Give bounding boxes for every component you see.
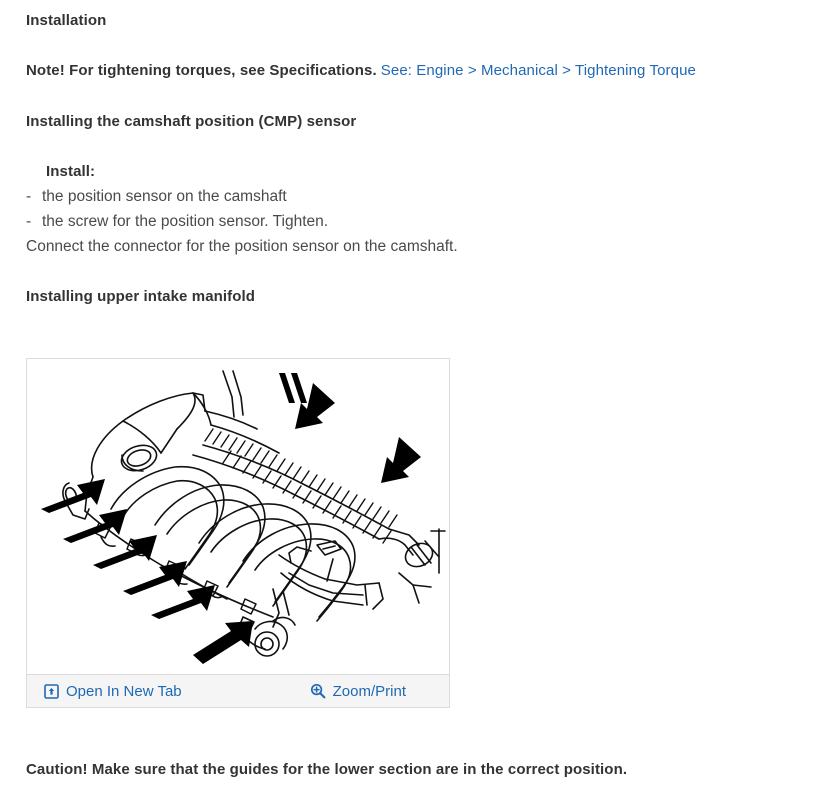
connect-connector-paragraph: Connect the connector for the position sensor on the camshaft.	[26, 238, 458, 255]
note-text: Note! For tightening torques, see Specifications.	[26, 62, 377, 79]
tightening-torque-link[interactable]: See: Engine > Mechanical > Tightening Torque	[380, 62, 696, 79]
section-heading-upper-intake-manifold: Installing upper intake manifold	[26, 288, 256, 305]
bullet-text: the screw for the position sensor. Tighten.	[42, 213, 329, 230]
list-item	[26, 213, 328, 231]
bullet-marker: -	[26, 213, 32, 230]
zoom-print-button[interactable]	[310, 683, 406, 700]
bullet-marker: -	[26, 188, 32, 205]
open-in-new-tab-icon	[44, 684, 59, 699]
open-in-new-tab-label: Open In New Tab	[66, 682, 182, 700]
intake-manifold-diagram[interactable]	[27, 359, 449, 674]
list-item	[26, 188, 287, 206]
section-heading-cmp-sensor: Installing the camshaft position (CMP) sensor	[26, 113, 357, 130]
bullet-text: the position sensor on the camshaft	[42, 188, 287, 205]
figure-toolbar	[27, 674, 449, 707]
note-line	[26, 62, 696, 79]
caution-note: Caution! Make sure that the guides for the lower section are in the correct position.	[26, 761, 628, 778]
open-in-new-tab-button[interactable]	[44, 683, 182, 700]
magnifier-plus-icon	[310, 683, 326, 699]
figure-card	[26, 358, 450, 708]
install-label: Install:	[46, 163, 96, 180]
zoom-print-label: Zoom/Print	[332, 682, 406, 700]
page-title: Installation	[26, 12, 107, 29]
